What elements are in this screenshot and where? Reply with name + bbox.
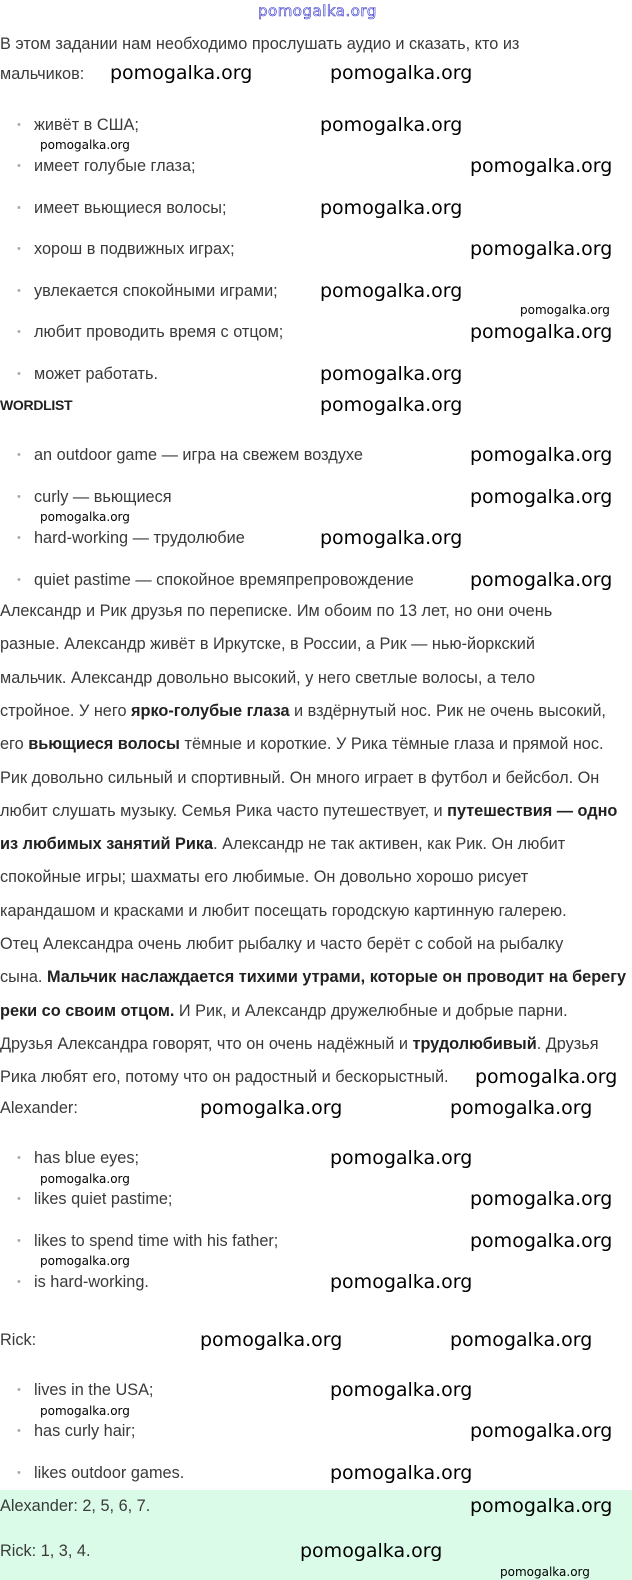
- watermark: pomogalka.org: [470, 1495, 613, 1517]
- wordlist-item: • quiet pastime — спокойное времяпрепровождение: [34, 570, 414, 590]
- intro-line: мальчиков:: [0, 65, 85, 83]
- criteria-item: • имеет голубые глаза;: [34, 156, 196, 176]
- watermark: pomogalka.org: [470, 321, 613, 343]
- watermark: pomogalka.org: [320, 363, 463, 385]
- watermark: pomogalka.org: [470, 1420, 613, 1442]
- rick-item: • has curly hair;: [34, 1421, 135, 1441]
- bold-phrase: путешествия — одно: [447, 801, 618, 820]
- watermark: pomogalka.org: [470, 486, 613, 508]
- watermark: pomogalka.org: [110, 62, 253, 84]
- watermark: pomogalka.org: [320, 394, 463, 416]
- text-segment: Отец Александра очень любит рыбалку и часто берёт с собой на рыбалку: [0, 935, 564, 953]
- bold-phrase: трудолюбивый: [412, 1034, 537, 1053]
- wordlist-item: • hard-working — трудолюбие: [34, 528, 245, 548]
- bold-phrase: ярко-голубые глаза: [131, 701, 290, 720]
- text-segment: и вздёрнутый нос. Рик не очень высокий,: [289, 701, 606, 720]
- watermark: pomogalka.org: [470, 238, 613, 260]
- text-segment: . Друзья: [536, 1034, 599, 1053]
- paragraph-line: [0, 634, 535, 654]
- text-segment: его: [0, 735, 29, 754]
- paragraph-line: [0, 1067, 449, 1087]
- text-segment: тёмные и короткие. У Рика тёмные глаза и прямой нос.: [179, 735, 604, 754]
- rick-item: • lives in the USA;: [34, 1380, 153, 1400]
- paragraph-line: [0, 701, 606, 721]
- answer-rick: Rick: 1, 3, 4.: [0, 1542, 91, 1560]
- text-segment: И Рик, и Александр дружелюбные и добрые парни.: [174, 1001, 568, 1020]
- text-segment: Александр и Рик друзья по переписке. Им обоим по 13 лет, но они очень: [0, 602, 553, 620]
- watermark: pomogalka.org: [450, 1329, 593, 1351]
- text-segment: Друзья Александра говорят, что он очень надёжный и: [0, 1034, 413, 1053]
- watermark: pomogalka.org: [320, 197, 463, 219]
- watermark: pomogalka.org: [330, 1462, 473, 1484]
- watermark: pomogalka.org: [330, 1271, 473, 1293]
- criteria-item: • хорош в подвижных играх;: [34, 239, 235, 259]
- watermark: pomogalka.org: [40, 138, 130, 152]
- rick-label: Rick:: [0, 1331, 37, 1349]
- paragraph-line: [0, 768, 599, 788]
- bold-phrase: из любимых занятий Рика: [0, 835, 214, 854]
- text-segment: спокойные игры; шахматы его любимые. Он довольно хорошо рисует: [0, 868, 529, 887]
- alexander-item: • likes quiet pastime;: [34, 1189, 172, 1209]
- intro-line: В этом задании нам необходимо прослушать аудио и сказать, кто из: [0, 35, 520, 53]
- watermark: pomogalka.org: [520, 303, 610, 317]
- criteria-item: • живёт в США;: [34, 115, 139, 135]
- paragraph-line: [0, 901, 567, 921]
- text-segment: Рика любят его, потому что он радостный и бескорыстный.: [0, 1068, 449, 1087]
- bold-phrase: вьющиеся волосы: [28, 735, 180, 754]
- watermark: pomogalka.org: [200, 1329, 343, 1351]
- paragraph-line: [0, 834, 565, 854]
- answer-alexander: Alexander: 2, 5, 6, 7.: [0, 1497, 151, 1515]
- criteria-item: • увлекается спокойными играми;: [34, 281, 278, 301]
- criteria-item: • может работать.: [34, 364, 158, 384]
- watermark: pomogalka.org: [330, 1147, 473, 1169]
- text-segment: любит слушать музыку. Семья Рика часто путешествует, и: [0, 801, 448, 820]
- watermark: pomogalka.org: [500, 1565, 590, 1579]
- paragraph-line: [0, 867, 528, 887]
- watermark: pomogalka.org: [320, 280, 463, 302]
- text-segment: разные. Александр живёт в Иркутске, в России, а Рик — нью-йоркский: [0, 635, 535, 654]
- wordlist-heading: WORDLIST: [0, 397, 73, 413]
- paragraph-line: [0, 1034, 599, 1054]
- alexander-label: Alexander:: [0, 1099, 78, 1117]
- watermark: pomogalka.org: [200, 1097, 343, 1119]
- paragraph-line: [0, 668, 535, 688]
- watermark: pomogalka.org: [470, 1230, 613, 1252]
- watermark: pomogalka.org: [330, 62, 473, 84]
- paragraph-line: [0, 967, 626, 987]
- paragraph-line: [0, 1001, 568, 1021]
- watermark: pomogalka.org: [40, 1404, 130, 1418]
- watermark: pomogalka.org: [475, 1066, 618, 1088]
- watermark: pomogalka.org: [320, 114, 463, 136]
- alexander-item: • has blue eyes;: [34, 1148, 139, 1168]
- watermark: pomogalka.org: [40, 1254, 130, 1268]
- text-segment: . Александр не так активен, как Рик. Он любит: [213, 835, 566, 854]
- paragraph-line: [0, 734, 604, 754]
- text-segment: Рик довольно сильный и спортивный. Он много играет в футбол и бейсбол. Он: [0, 768, 600, 787]
- alexander-item: • is hard-working.: [34, 1272, 149, 1292]
- watermark: pomogalka.org: [470, 569, 613, 591]
- watermark: pomogalka.org: [300, 1540, 443, 1562]
- watermark: pomogalka.org: [40, 1172, 130, 1186]
- text-segment: мальчик. Александр довольно высокий, у него светлые волосы, а тело: [0, 668, 535, 687]
- wordlist-item: • curly — вьющиеся: [34, 487, 172, 507]
- watermark: pomogalka.org: [450, 1097, 593, 1119]
- watermark: pomogalka.org: [320, 527, 463, 549]
- bold-phrase: реки со своим отцом.: [0, 1001, 175, 1020]
- wordlist-item: • an outdoor game — игра на свежем воздухе: [34, 445, 363, 465]
- text-segment: сына.: [0, 968, 47, 987]
- watermark: pomogalka.org: [258, 2, 377, 20]
- text-segment: стройное. У него: [0, 701, 132, 720]
- bold-phrase: Мальчик наслаждается тихими утрами, которые он проводит на берегу: [46, 968, 627, 987]
- watermark: pomogalka.org: [470, 1188, 613, 1210]
- criteria-item: • любит проводить время с отцом;: [34, 322, 283, 342]
- paragraph-line: [0, 801, 617, 821]
- paragraph-line: [0, 601, 552, 621]
- watermark: pomogalka.org: [470, 155, 613, 177]
- rick-item: • likes outdoor games.: [34, 1463, 184, 1483]
- criteria-item: • имеет вьющиеся волосы;: [34, 198, 226, 218]
- watermark: pomogalka.org: [40, 510, 130, 524]
- text-segment: карандашом и красками и любит посещать городскую картинную галерею.: [0, 901, 567, 920]
- watermark: pomogalka.org: [470, 444, 613, 466]
- watermark: pomogalka.org: [330, 1379, 473, 1401]
- alexander-item: • likes to spend time with his father;: [34, 1231, 278, 1251]
- paragraph-line: [0, 934, 563, 954]
